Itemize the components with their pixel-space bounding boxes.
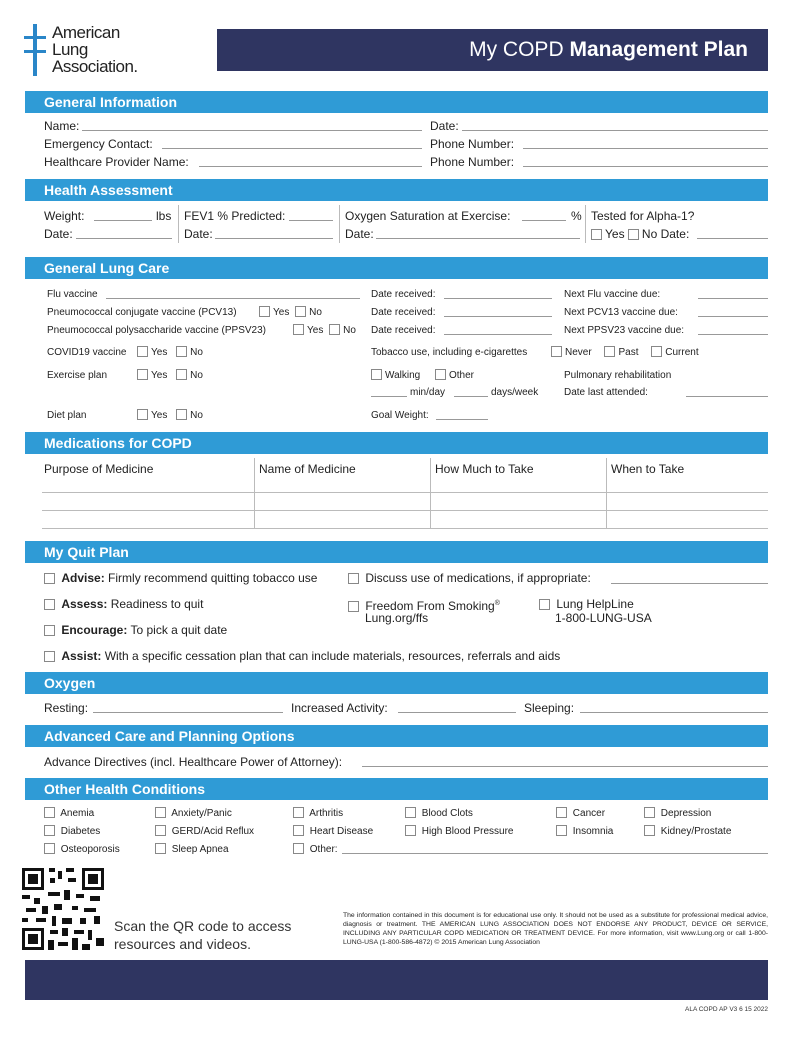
blood-clots-checkbox[interactable] <box>405 807 416 818</box>
med-col-name: Name of Medicine <box>259 462 356 476</box>
fev1-date-label: Date: <box>184 227 213 241</box>
ppsv23-yes-checkbox[interactable] <box>293 324 304 335</box>
alpha1-label: Tested for Alpha-1? <box>591 209 695 223</box>
sleeping-field[interactable] <box>580 712 768 713</box>
oxygen-date-label: Date: <box>345 227 374 241</box>
phone-field-1[interactable] <box>523 148 768 149</box>
next-pcv13-field[interactable] <box>698 316 768 317</box>
divider <box>254 458 255 528</box>
tobacco-current-checkbox[interactable] <box>651 346 662 357</box>
alpha1-no-label: No Date: <box>641 227 690 241</box>
phone-label-2: Phone Number: <box>430 155 515 169</box>
depression-label: Depression <box>660 808 712 819</box>
ppsv23-date-received-field[interactable] <box>444 334 552 335</box>
cancer-checkbox[interactable] <box>556 807 567 818</box>
arthritis-checkbox[interactable] <box>293 807 304 818</box>
high-blood-pressure-checkbox[interactable] <box>405 825 416 836</box>
alpha1-no-checkbox[interactable] <box>628 229 639 240</box>
discuss-field[interactable] <box>611 583 768 584</box>
encourage-text: To pick a quit date <box>127 623 228 637</box>
page-title-light: My COPD <box>469 38 570 61</box>
disclaimer: The information contained in this document is for educational use only. It should not be used as a substitute for professional medical advice, diagnosis or treatment. THE AMERICAN LUNG ASSOCIATION DOES NOT ENDORSE ANY PRODUCT, DEVICE OR SERVICE, INCLUDING ANY PARTICULAR COPD MEDICATION OR TREATMENT DEVICE. For more information, visit www.Lung.org or call 1-800-LUNG-USA (1-800-586-4872) © 2015 American Lung Association <box>343 912 768 946</box>
min-day-field[interactable] <box>371 396 407 397</box>
assist-bold: Assist: <box>61 649 102 663</box>
next-pcv13-label: Next PCV13 vaccine due: <box>564 307 678 318</box>
yes-label: Yes <box>273 307 290 318</box>
logo-text-1: American <box>52 23 120 42</box>
fev1-field[interactable] <box>289 220 333 221</box>
days-week-label: days/week <box>491 387 539 398</box>
flu-date-received-label: Date received: <box>371 289 436 300</box>
weight-date-field[interactable] <box>76 238 172 239</box>
days-week-field[interactable] <box>454 396 488 397</box>
tobacco-use-label: Tobacco use, including e-cigarettes <box>371 347 528 358</box>
no-label: No <box>190 410 203 421</box>
yes-label: Yes <box>151 410 168 421</box>
advance-directives-field[interactable] <box>362 766 768 767</box>
discuss-checkbox[interactable] <box>348 573 359 584</box>
section-oxygen: Oxygen <box>25 672 768 694</box>
oxygen-saturation-label: Oxygen Saturation at Exercise: <box>345 209 511 223</box>
fev1-label: FEV1 % Predicted: <box>184 209 286 223</box>
walking-checkbox[interactable] <box>371 369 382 380</box>
assess-checkbox[interactable] <box>44 599 55 610</box>
cancer-label: Cancer <box>572 808 606 819</box>
yes-label: Yes <box>151 347 168 358</box>
emergency-contact-label: Emergency Contact: <box>44 137 153 151</box>
heart-disease-label: Heart Disease <box>309 826 374 837</box>
lbs-label: lbs <box>156 209 172 223</box>
scan-text-2: resources and videos. <box>114 936 251 952</box>
arthritis-label: Arthritis <box>309 808 344 819</box>
yes-label: Yes <box>307 325 324 336</box>
osteoporosis-checkbox[interactable] <box>44 843 55 854</box>
section-general-information: General Information <box>25 91 768 113</box>
insomnia-checkbox[interactable] <box>556 825 567 836</box>
resting-field[interactable] <box>93 712 283 713</box>
weight-label: Weight: <box>44 209 85 223</box>
divider <box>430 458 431 528</box>
sleep-apnea-label: Sleep Apnea <box>171 844 229 855</box>
pcv13-label: Pneumococcal conjugate vaccine (PCV13) <box>47 307 237 318</box>
section-advanced-care: Advanced Care and Planning Options <box>25 725 768 747</box>
pcv13-yes-checkbox[interactable] <box>259 306 270 317</box>
scan-text-1: Scan the QR code to access <box>114 918 292 934</box>
osteoporosis-label: Osteoporosis <box>60 844 120 855</box>
percent-label: % <box>571 209 582 223</box>
name-field[interactable] <box>82 130 422 131</box>
sleeping-label: Sleeping: <box>524 701 575 715</box>
name-label: Name: <box>44 119 80 133</box>
depression-checkbox[interactable] <box>644 807 655 818</box>
never-label: Never <box>565 347 592 358</box>
header-banner <box>217 29 768 71</box>
advise-text: Firmly recommend quitting tobacco use <box>104 571 318 585</box>
heart-disease-checkbox[interactable] <box>293 825 304 836</box>
qr-code[interactable] <box>22 868 104 950</box>
next-flu-field[interactable] <box>698 298 768 299</box>
past-label: Past <box>618 347 639 358</box>
date-label: Date: <box>430 119 459 133</box>
anemia-checkbox[interactable] <box>44 807 55 818</box>
logo-text-2: Lung <box>52 40 88 59</box>
phone-label-1: Phone Number: <box>430 137 515 151</box>
kidney-prostate-label: Kidney/Prostate <box>660 826 732 837</box>
weight-field[interactable] <box>94 220 152 221</box>
advance-directives-label: Advance Directives (incl. Healthcare Power of Attorney): <box>44 755 343 769</box>
diet-no-checkbox[interactable] <box>176 409 187 420</box>
other-condition-field[interactable] <box>342 853 768 854</box>
other-condition-label: Other: <box>309 844 338 855</box>
discuss-text: Discuss use of medications, if appropriate: <box>365 571 591 585</box>
assess-text: Readiness to quit <box>107 597 204 611</box>
no-label: No <box>343 325 356 336</box>
tobacco-never-checkbox[interactable] <box>551 346 562 357</box>
medication-row-3[interactable] <box>42 528 768 529</box>
goal-weight-field[interactable] <box>436 419 488 420</box>
goal-weight-label: Goal Weight: <box>371 410 429 421</box>
covid-vaccine-label: COVID19 vaccine <box>47 347 127 358</box>
med-col-how-much: How Much to Take <box>435 462 534 476</box>
assess-bold: Assess: <box>61 597 108 611</box>
diabetes-label: Diabetes <box>60 826 101 837</box>
other-exercise-checkbox[interactable] <box>435 369 446 380</box>
high-blood-pressure-label: High Blood Pressure <box>421 826 514 837</box>
helpline-number: 1-800-LUNG-USA <box>555 611 652 625</box>
gerd-label: GERD/Acid Reflux <box>171 826 255 837</box>
pulmonary-rehab-label: Pulmonary rehabilitation <box>564 370 672 381</box>
logo-text-3: Association. <box>52 57 138 76</box>
alpha1-yes-label: Yes <box>605 227 625 241</box>
ffs-title: Freedom From Smoking <box>365 599 495 613</box>
provider-field[interactable] <box>199 166 422 167</box>
document-code: ALA COPD AP V3 6 15 2022 <box>685 1006 768 1013</box>
oxygen-saturation-field[interactable] <box>522 220 566 221</box>
alpha1-date-field[interactable] <box>697 238 768 239</box>
anemia-label: Anemia <box>60 808 95 819</box>
divider <box>585 205 586 243</box>
qr-code-icon <box>22 868 104 950</box>
date-last-attended-field[interactable] <box>686 396 768 397</box>
section-medications: Medications for COPD <box>25 432 768 454</box>
provider-label: Healthcare Provider Name: <box>44 155 189 169</box>
weight-date-label: Date: <box>44 227 73 241</box>
diet-yes-checkbox[interactable] <box>137 409 148 420</box>
exercise-no-checkbox[interactable] <box>176 369 187 380</box>
increased-activity-label: Increased Activity: <box>291 701 388 715</box>
ppsv23-no-checkbox[interactable] <box>329 324 340 335</box>
date-field[interactable] <box>462 130 768 131</box>
other-exercise-label: Other <box>448 370 474 381</box>
diabetes-checkbox[interactable] <box>44 825 55 836</box>
kidney-prostate-checkbox[interactable] <box>644 825 655 836</box>
lung-cross-icon <box>22 24 48 78</box>
assist-checkbox[interactable] <box>44 651 55 662</box>
diet-plan-label: Diet plan <box>47 410 87 421</box>
insomnia-label: Insomnia <box>572 826 614 837</box>
med-col-when: When to Take <box>611 462 685 476</box>
section-general-lung-care: General Lung Care <box>25 257 768 279</box>
resting-label: Resting: <box>44 701 89 715</box>
pcv13-no-checkbox[interactable] <box>295 306 306 317</box>
yes-label: Yes <box>151 370 168 381</box>
page-title-bold: Management Plan <box>569 38 748 61</box>
alpha1-yes-checkbox[interactable] <box>591 229 602 240</box>
logo <box>22 24 162 78</box>
covid-no-checkbox[interactable] <box>176 346 187 357</box>
divider <box>339 205 340 243</box>
covid-yes-checkbox[interactable] <box>137 346 148 357</box>
no-label: No <box>190 347 203 358</box>
section-other-health: Other Health Conditions <box>25 778 768 800</box>
footer-contact: 1-800-LUNG-USA | Lung.org/copd <box>506 1012 746 1028</box>
no-label: No <box>190 370 203 381</box>
increased-activity-field[interactable] <box>398 712 516 713</box>
helpline-title: Lung HelpLine <box>556 597 634 611</box>
walking-label: Walking <box>385 370 421 381</box>
ffs-link[interactable]: Lung.org/ffs <box>365 611 429 625</box>
flu-vaccine-label: Flu vaccine <box>47 289 98 300</box>
next-ppsv23-label: Next PPSV23 vaccine due: <box>564 325 685 336</box>
fev1-date-field[interactable] <box>215 238 333 239</box>
encourage-bold: Encourage: <box>61 623 128 637</box>
exercise-plan-label: Exercise plan <box>47 370 108 381</box>
section-quit-plan: My Quit Plan <box>25 541 768 563</box>
oxygen-date-field[interactable] <box>376 238 580 239</box>
blood-clots-label: Blood Clots <box>421 808 473 819</box>
anxiety-checkbox[interactable] <box>155 807 166 818</box>
helpline-checkbox[interactable] <box>539 599 550 610</box>
phone-field-2[interactable] <box>523 166 768 167</box>
divider <box>178 205 179 243</box>
ffs-checkbox[interactable] <box>348 601 359 612</box>
min-day-label: min/day <box>410 387 446 398</box>
emergency-contact-field[interactable] <box>162 148 422 149</box>
divider <box>606 458 607 528</box>
ppsv23-label: Pneumococcal polysaccharide vaccine (PPSV23) <box>47 325 266 336</box>
date-last-attended-label: Date last attended: <box>564 387 648 398</box>
sleep-apnea-checkbox[interactable] <box>155 843 166 854</box>
current-label: Current <box>665 347 699 358</box>
advise-checkbox[interactable] <box>44 573 55 584</box>
flu-date-received-field[interactable] <box>444 298 552 299</box>
registered-mark: ® <box>494 600 500 607</box>
medication-row-1[interactable] <box>42 492 768 493</box>
next-ppsv23-field[interactable] <box>698 334 768 335</box>
med-col-purpose: Purpose of Medicine <box>44 462 154 476</box>
medication-row-2[interactable] <box>42 510 768 511</box>
no-label: No <box>309 307 322 318</box>
exercise-yes-checkbox[interactable] <box>137 369 148 380</box>
anxiety-label: Anxiety/Panic <box>171 808 232 819</box>
encourage-checkbox[interactable] <box>44 625 55 636</box>
assist-text: With a specific cessation plan that can include materials, resources, referrals and aids <box>101 649 561 663</box>
section-health-assessment: Health Assessment <box>25 179 768 201</box>
pcv13-date-received-label: Date received: <box>371 307 436 318</box>
ppsv23-date-received-label: Date received: <box>371 325 436 336</box>
gerd-checkbox[interactable] <box>155 825 166 836</box>
pcv13-date-received-field[interactable] <box>444 316 552 317</box>
other-condition-checkbox[interactable] <box>293 843 304 854</box>
tobacco-past-checkbox[interactable] <box>604 346 615 357</box>
advise-bold: Advise: <box>61 571 105 585</box>
next-flu-label: Next Flu vaccine due: <box>564 289 661 300</box>
flu-vaccine-field[interactable] <box>106 298 360 299</box>
